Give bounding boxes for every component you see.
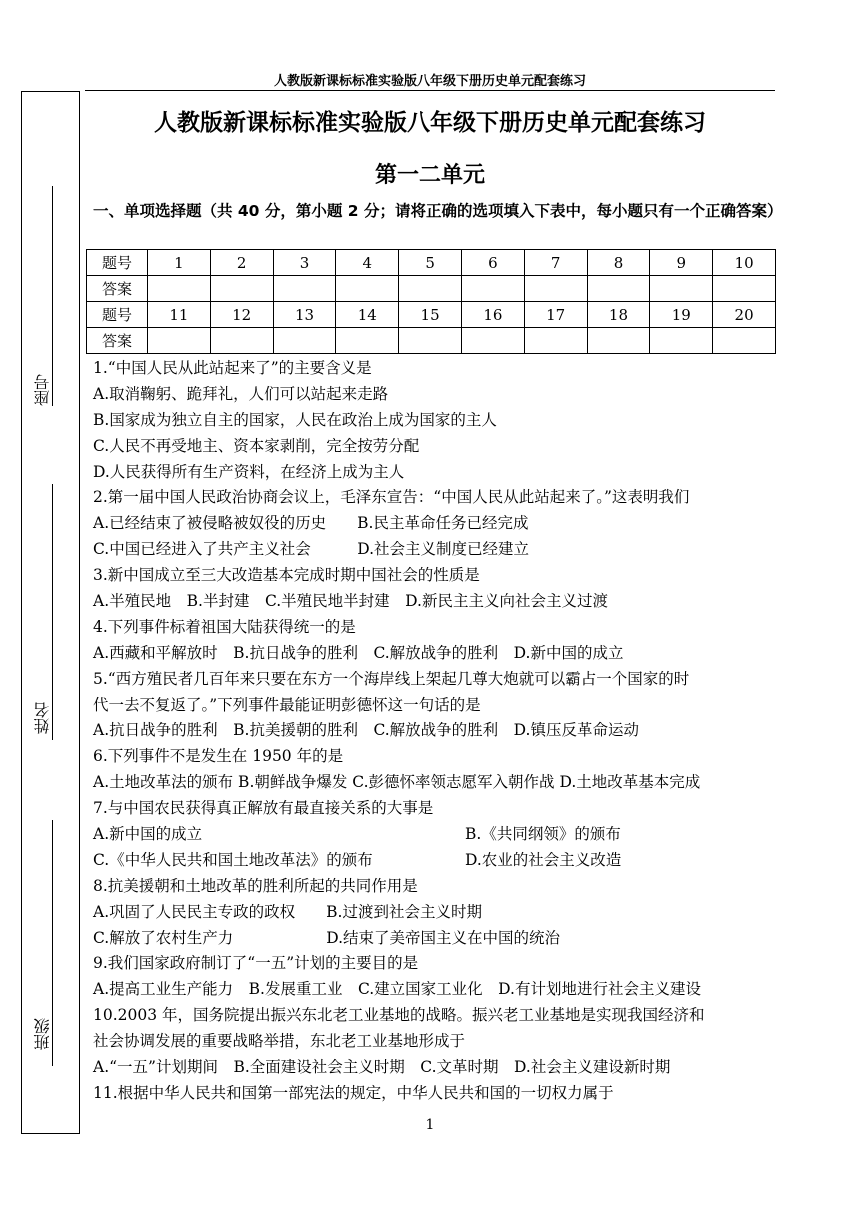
option-line: C.人民不再受地主、资本家剥削，完全按劳分配 (93, 436, 420, 455)
answer-cell[interactable] (524, 328, 587, 354)
question-line: 1.“中国人民从此站起来了”的主要含义是 (93, 359, 372, 377)
question-number-cell: 10 (713, 250, 776, 276)
name-label: 姓名 (33, 702, 52, 734)
question-line: 3.新中国成立至三大改造基本完成时期中国社会的性质是 (93, 566, 480, 585)
class-label: 班级 (33, 1018, 52, 1050)
question-number-row (87, 250, 776, 276)
option-line: A.已经结束了被侵略被奴役的历史 B.民主革命任务已经完成 (93, 514, 529, 533)
question-number-row (87, 302, 776, 328)
option-line (93, 822, 783, 848)
question-number-cell: 14 (336, 302, 399, 328)
answer-cell[interactable] (273, 276, 336, 302)
answer-cell[interactable] (148, 328, 211, 354)
section-heading: 一、单项选择题（共 40 分，第小题 2 分；请将正确的选项填入下表中，每小题只有一个正确答案） (93, 202, 783, 220)
question-label-cell: 题号 (87, 302, 148, 328)
question-number-cell: 17 (524, 302, 587, 328)
option-c: C.《中华人民共和国土地改革法》的颁布 (93, 850, 373, 869)
option-b: B.《共同纲领》的颁布 (465, 825, 621, 844)
question-line: 11.根据中华人民共和国第一部宪法的规定，中华人民共和国的一切权力属于 (93, 1083, 614, 1102)
option-line: A.西藏和平解放时 B.抗日战争的胜利 C.解放战争的胜利 D.新中国的成立 (93, 643, 624, 662)
answer-cell[interactable] (524, 276, 587, 302)
question-number-cell: 11 (148, 302, 211, 328)
answer-cell[interactable] (461, 328, 524, 354)
answer-cell[interactable] (273, 328, 336, 354)
header-rule (85, 90, 775, 91)
option-line: A.取消鞠躬、跪拜礼，人们可以站起来走路 (93, 384, 389, 403)
answer-cell[interactable] (587, 328, 650, 354)
answer-cell[interactable] (210, 276, 273, 302)
page-subtitle: 第一二单元 (374, 163, 485, 188)
seat-label: 座号 (33, 374, 52, 406)
answer-cell[interactable] (461, 276, 524, 302)
question-number-cell: 12 (210, 302, 273, 328)
answer-cell[interactable] (713, 328, 776, 354)
option-line: A.土地改革法的颁布 B.朝鲜战争爆发 C.彭德怀率领志愿军入朝作战 D.土地改革基本完成 (93, 773, 701, 792)
question-number-cell: 1 (148, 250, 211, 276)
option-line: A.抗日战争的胜利 B.抗美援朝的胜利 C.解放战争的胜利 D.镇压反革命运动 (93, 721, 639, 740)
answer-cell[interactable] (148, 276, 211, 302)
question-line: 4.下列事件标着祖国大陆获得统一的是 (93, 617, 356, 636)
question-number-cell: 19 (650, 302, 713, 328)
question-line: 代一去不复返了。”下列事件最能证明彭德怀这一句话的是 (93, 695, 481, 714)
question-line: 7.与中国农民获得真正解放有最直接关系的大事是 (93, 799, 434, 818)
question-line: 5.“西方殖民者几百年来只要在东方一个海岸线上架起几尊大炮就可以霸占一个国家的时 (93, 669, 690, 688)
option-line: A.半殖民地 B.半封建 C.半殖民地半封建 D.新民主主义向社会主义过渡 (93, 592, 608, 611)
page-title: 人教版新课标标准实验版八年级下册历史单元配套练习 (154, 110, 706, 136)
question-line: 8.抗美援朝和土地改革的胜利所起的共同作用是 (93, 876, 418, 895)
option-line: A.提高工业生产能力 B.发展重工业 C.建立国家工业化 D.有计划地进行社会主义建设 (93, 980, 701, 999)
question-number-cell: 16 (461, 302, 524, 328)
question-line: 社会协调发展的重要战略举措，东北老工业基地形成于 (93, 1032, 466, 1051)
answer-row (87, 276, 776, 302)
answer-row (87, 328, 776, 354)
question-number-cell: 13 (273, 302, 336, 328)
question-number-cell: 2 (210, 250, 273, 276)
option-line: C.解放了农村生产力 D.结束了美帝国主义在中国的统治 (93, 928, 561, 947)
running-header: 人教版新课标标准实验版八年级下册历史单元配套练习 (273, 74, 586, 89)
answer-label-cell: 答案 (87, 276, 148, 302)
page-number: 1 (425, 1117, 435, 1133)
answer-table (86, 249, 776, 354)
question-line: 10.2003 年，国务院提出振兴东北老工业基地的战略。振兴老工业基地是实现我国经济和 (93, 1006, 705, 1025)
option-line (93, 848, 783, 874)
answer-cell[interactable] (713, 276, 776, 302)
option-line: B.国家成为独立自主的国家，人民在政治上成为国家的主人 (93, 410, 497, 429)
question-number-cell: 4 (336, 250, 399, 276)
question-number-cell: 18 (587, 302, 650, 328)
answer-cell[interactable] (399, 276, 462, 302)
question-number-cell: 6 (461, 250, 524, 276)
answer-cell[interactable] (587, 276, 650, 302)
question-number-cell: 7 (524, 250, 587, 276)
question-number-cell: 5 (399, 250, 462, 276)
option-line: A.“一五”计划期间 B.全面建设社会主义时期 C.文革时期 D.社会主义建设新时期 (93, 1058, 671, 1077)
binding-strip (21, 91, 80, 1134)
question-label-cell: 题号 (87, 250, 148, 276)
option-line: D.人民获得所有生产资料，在经济上成为主人 (93, 462, 405, 481)
seat-line (52, 186, 53, 406)
question-line: 2.第一届中国人民政治协商会议上，毛泽东宣告：“中国人民从此站起来了。”这表明我们 (93, 488, 690, 507)
option-line: C.中国已经进入了共产主义社会 D.社会主义制度已经建立 (93, 540, 530, 559)
question-line: 9.我们国家政府制订了“一五”计划的主要目的是 (93, 954, 419, 973)
option-a: A.新中国的成立 (93, 825, 203, 844)
question-number-cell: 9 (650, 250, 713, 276)
question-number-cell: 15 (399, 302, 462, 328)
question-number-cell: 20 (713, 302, 776, 328)
option-line: A.巩固了人民民主专政的政权 B.过渡到社会主义时期 (93, 902, 482, 921)
answer-cell[interactable] (650, 328, 713, 354)
answer-cell[interactable] (336, 328, 399, 354)
answer-cell[interactable] (399, 328, 462, 354)
question-list (93, 356, 783, 1107)
option-d: D.农业的社会主义改造 (465, 850, 622, 869)
answer-cell[interactable] (210, 328, 273, 354)
answer-cell[interactable] (336, 276, 399, 302)
answer-cell[interactable] (650, 276, 713, 302)
question-line: 6.下列事件不是发生在 1950 年的是 (93, 747, 344, 766)
answer-label-cell: 答案 (87, 328, 148, 354)
question-number-cell: 3 (273, 250, 336, 276)
question-number-cell: 8 (587, 250, 650, 276)
